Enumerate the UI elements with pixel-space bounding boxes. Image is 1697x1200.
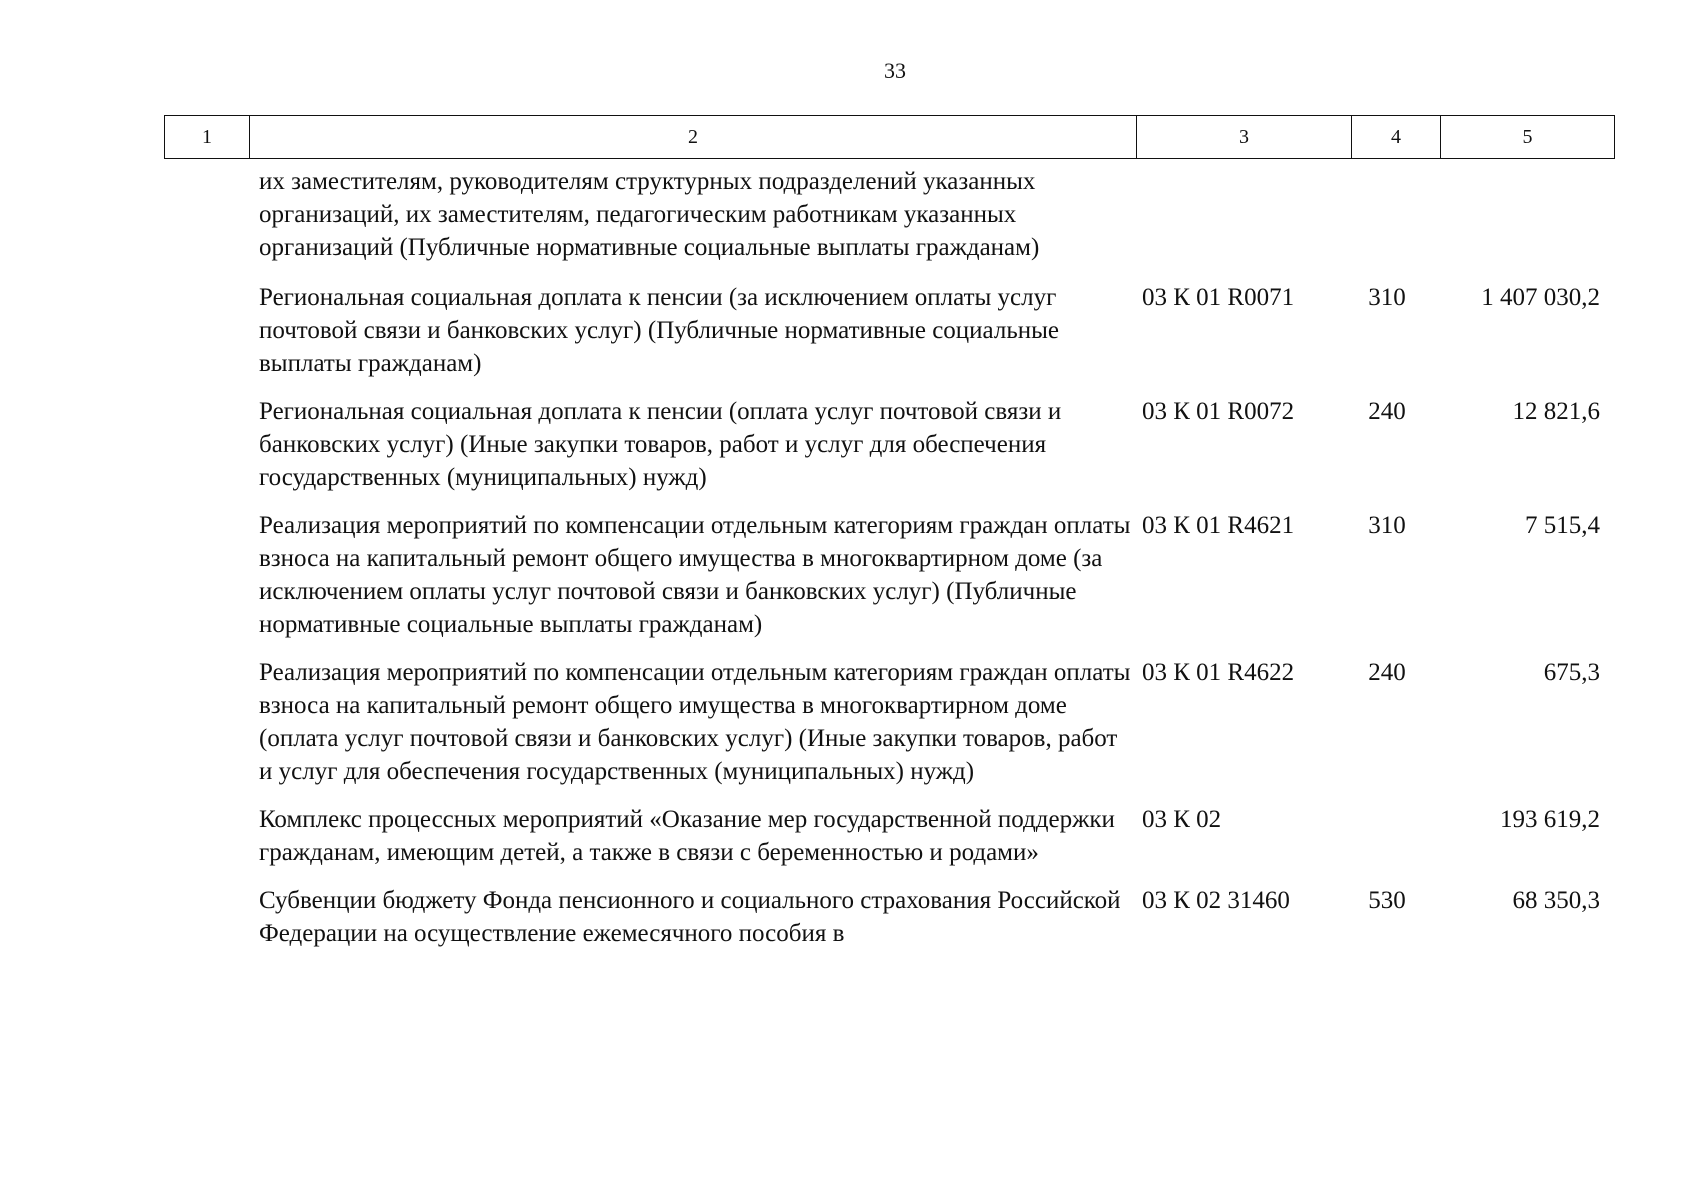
row-amount: 12 821,6	[1512, 398, 1600, 425]
row-amount	[1428, 165, 1600, 264]
table-row	[164, 509, 1614, 641]
row-expense-type	[1332, 803, 1428, 869]
page-number: 33	[884, 58, 906, 83]
row-amount: 193 619,2	[1500, 806, 1600, 833]
table-row	[164, 803, 1614, 869]
row-description: Реализация мероприятий по компенсации отдельным категориям граждан оплаты взноса на капитальный ремонт общего имущества в многоквартирном доме (оплата услуг почтовой связи и банковских услуг) (Иные закупки товаров, работ и услуг для обеспечения государственных (муниципальных) нужд)	[259, 659, 1131, 785]
column-header-1: 1	[165, 116, 250, 159]
row-code: 03 К 02 31460	[1142, 887, 1290, 914]
row-code: 03 К 01 R4622	[1142, 659, 1295, 686]
table-row	[164, 884, 1614, 950]
row-amount: 675,3	[1543, 659, 1600, 686]
column-header-5: 5	[1441, 116, 1615, 159]
row-expense-type: 530	[1368, 887, 1406, 914]
row-description: Субвенции бюджету Фонда пенсионного и социального страхования Российской Федерации на осуществление ежемесячного пособия в	[259, 887, 1121, 947]
row-expense-type	[1332, 165, 1428, 264]
row-expense-type: 240	[1368, 398, 1406, 425]
column-header-row	[165, 116, 1615, 159]
row-description: Региональная социальная доплата к пенсии (за исключением оплаты услуг почтовой связи и банковских услуг) (Публичные нормативные социальные выплаты гражданам)	[259, 284, 1060, 377]
table-row	[164, 395, 1614, 494]
row-expense-type: 240	[1368, 659, 1406, 686]
row-description: Комплекс процессных мероприятий «Оказание мер государственной поддержки гражданам, имеющим детей, а также в связи с беременностью и родами»	[259, 806, 1115, 866]
table-row	[164, 165, 1614, 264]
table-row	[164, 656, 1614, 788]
column-header-2: 2	[250, 116, 1137, 159]
row-expense-type: 310	[1368, 284, 1406, 311]
row-code: 03 К 01 R0071	[1142, 284, 1295, 311]
row-description: Региональная социальная доплата к пенсии (оплата услуг почтовой связи и банковских услуг) (Иные закупки товаров, работ и услуг для обеспечения государственных (муниципальных) нужд)	[259, 398, 1062, 491]
row-amount: 7 515,4	[1525, 512, 1600, 539]
row-code: 03 К 01 R4621	[1142, 512, 1295, 539]
table-body	[164, 165, 1614, 965]
row-code: 03 К 01 R0072	[1142, 398, 1295, 425]
row-description: Реализация мероприятий по компенсации отдельным категориям граждан оплаты взноса на капитальный ремонт общего имущества в многоквартирном доме (за исключением оплаты услуг почтовой связи и банковских услуг) (Публичные нормативные социальные выплаты гражданам)	[259, 512, 1131, 638]
row-amount: 1 407 030,2	[1481, 284, 1600, 311]
column-header-3: 3	[1137, 116, 1352, 159]
column-header-4: 4	[1352, 116, 1441, 159]
row-code	[1134, 165, 1332, 264]
row-amount: 68 350,3	[1512, 887, 1600, 914]
row-description: их заместителям, руководителям структурных подразделений указанных организаций, их заместителям, педагогическим работникам указанных организаций (Публичные нормативные социальные выплаты гражданам)	[259, 168, 1040, 261]
row-code: 03 К 02	[1142, 806, 1222, 833]
table-row	[164, 281, 1614, 380]
row-expense-type: 310	[1368, 512, 1406, 539]
column-header-table	[164, 115, 1615, 159]
